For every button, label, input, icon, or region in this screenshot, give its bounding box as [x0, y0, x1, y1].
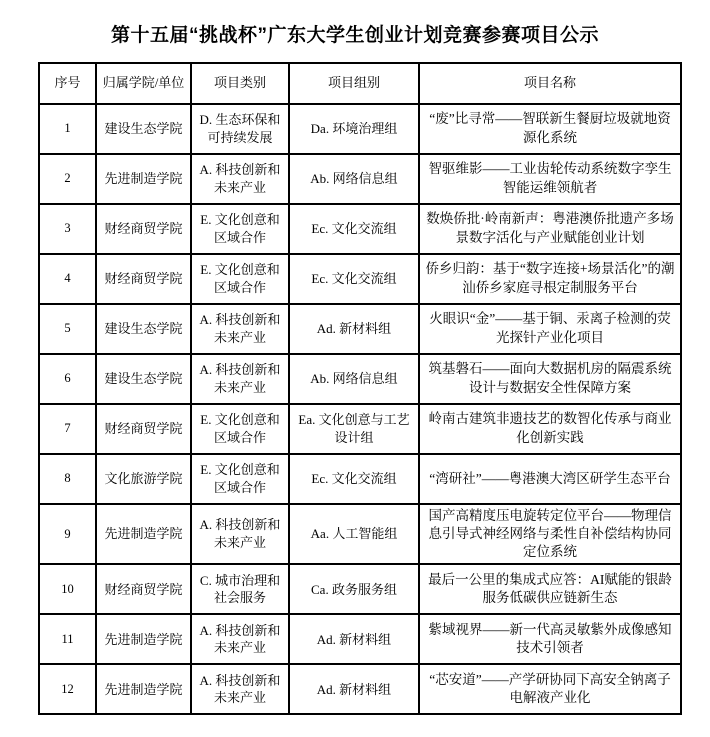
cell-college: 财经商贸学院 — [96, 254, 191, 304]
cell-serial: 8 — [39, 454, 96, 504]
projects-table — [38, 62, 682, 716]
cell-group: Ca. 政务服务组 — [289, 564, 419, 614]
cell-project-name: 紫域视界——新一代高灵敏紫外成像感知技术引领者 — [419, 614, 681, 664]
cell-college: 先进制造学院 — [96, 664, 191, 714]
cell-project-name: “湾研社”——粤港澳大湾区研学生态平台 — [419, 454, 681, 504]
cell-college: 文化旅游学院 — [96, 454, 191, 504]
cell-project-name: 最后一公里的集成式应答：AI赋能的银龄服务低碳供应链新生态 — [419, 564, 681, 614]
cell-serial: 2 — [39, 154, 96, 204]
cell-project-name: 数焕侨批·岭南新声：粤港澳侨批遗产多场景数字活化与产业赋能创业计划 — [419, 204, 681, 254]
cell-project-name: “废”比寻常——智联新生餐厨垃圾就地资源化系统 — [419, 104, 681, 154]
table-row — [39, 454, 681, 504]
cell-serial: 12 — [39, 664, 96, 714]
cell-college: 财经商贸学院 — [96, 564, 191, 614]
cell-serial: 1 — [39, 104, 96, 154]
page-title: 第十五届“挑战杯”广东大学生创业计划竞赛参赛项目公示 — [110, 25, 599, 46]
table-row — [39, 304, 681, 354]
cell-category: E. 文化创意和区域合作 — [191, 404, 289, 454]
col-header-group: 项目组别 — [289, 63, 419, 104]
cell-college: 先进制造学院 — [96, 614, 191, 664]
table-row — [39, 664, 681, 714]
cell-group: Ab. 网络信息组 — [289, 354, 419, 404]
cell-group: Ea. 文化创意与工艺设计组 — [289, 404, 419, 454]
col-header-college: 归属学院/单位 — [96, 63, 191, 104]
table-row — [39, 614, 681, 664]
cell-group: Ec. 文化交流组 — [289, 454, 419, 504]
cell-group: Ad. 新材料组 — [289, 664, 419, 714]
cell-college: 建设生态学院 — [96, 354, 191, 404]
table-row — [39, 404, 681, 454]
table-row — [39, 204, 681, 254]
cell-category: E. 文化创意和区域合作 — [191, 454, 289, 504]
cell-group: Ab. 网络信息组 — [289, 154, 419, 204]
cell-group: Ec. 文化交流组 — [289, 254, 419, 304]
col-header-serial: 序号 — [39, 63, 96, 104]
cell-category: A. 科技创新和未来产业 — [191, 614, 289, 664]
table-row — [39, 504, 681, 565]
cell-serial: 4 — [39, 254, 96, 304]
cell-category: A. 科技创新和未来产业 — [191, 304, 289, 354]
table-row — [39, 564, 681, 614]
cell-category: A. 科技创新和未来产业 — [191, 664, 289, 714]
cell-project-name: 岭南古建筑非遗技艺的数智化传承与商业化创新实践 — [419, 404, 681, 454]
table-row — [39, 104, 681, 154]
cell-serial: 9 — [39, 504, 96, 565]
cell-project-name: 智驱维影——工业齿轮传动系统数字孪生智能运维领航者 — [419, 154, 681, 204]
cell-college: 先进制造学院 — [96, 504, 191, 565]
table-row — [39, 154, 681, 204]
cell-serial: 11 — [39, 614, 96, 664]
cell-serial: 3 — [39, 204, 96, 254]
cell-category: A. 科技创新和未来产业 — [191, 154, 289, 204]
cell-project-name: 国产高精度压电旋转定位平台——物理信息引导式神经网络与柔性自补偿结构协同定位系统 — [419, 504, 681, 565]
col-header-category: 项目类别 — [191, 63, 289, 104]
cell-category: A. 科技创新和未来产业 — [191, 354, 289, 404]
cell-group: Ec. 文化交流组 — [289, 204, 419, 254]
cell-serial: 5 — [39, 304, 96, 354]
cell-project-name: 筑基磐石——面向大数据机房的隔震系统设计与数据安全性保障方案 — [419, 354, 681, 404]
cell-serial: 10 — [39, 564, 96, 614]
cell-project-name: 侨乡归韵：基于“数字连接+场景活化”的潮汕侨乡家庭寻根定制服务平台 — [419, 254, 681, 304]
cell-college: 财经商贸学院 — [96, 204, 191, 254]
cell-category: E. 文化创意和区域合作 — [191, 204, 289, 254]
cell-college: 建设生态学院 — [96, 104, 191, 154]
cell-group: Aa. 人工智能组 — [289, 504, 419, 565]
table-row — [39, 254, 681, 304]
cell-category: D. 生态环保和可持续发展 — [191, 104, 289, 154]
cell-serial: 7 — [39, 404, 96, 454]
cell-college: 财经商贸学院 — [96, 404, 191, 454]
col-header-project-name: 项目名称 — [419, 63, 681, 104]
cell-project-name: “芯安道”——产学研协同下高安全钠离子电解液产业化 — [419, 664, 681, 714]
cell-college: 建设生态学院 — [96, 304, 191, 354]
cell-group: Da. 环境治理组 — [289, 104, 419, 154]
cell-group: Ad. 新材料组 — [289, 304, 419, 354]
cell-category: C. 城市治理和社会服务 — [191, 564, 289, 614]
cell-category: E. 文化创意和区域合作 — [191, 254, 289, 304]
cell-project-name: 火眼识“金”——基于铜、汞离子检测的荧光探针产业化项目 — [419, 304, 681, 354]
cell-serial: 6 — [39, 354, 96, 404]
table-row — [39, 354, 681, 404]
cell-group: Ad. 新材料组 — [289, 614, 419, 664]
header-row — [39, 63, 681, 104]
cell-college: 先进制造学院 — [96, 154, 191, 204]
cell-category: A. 科技创新和未来产业 — [191, 504, 289, 565]
